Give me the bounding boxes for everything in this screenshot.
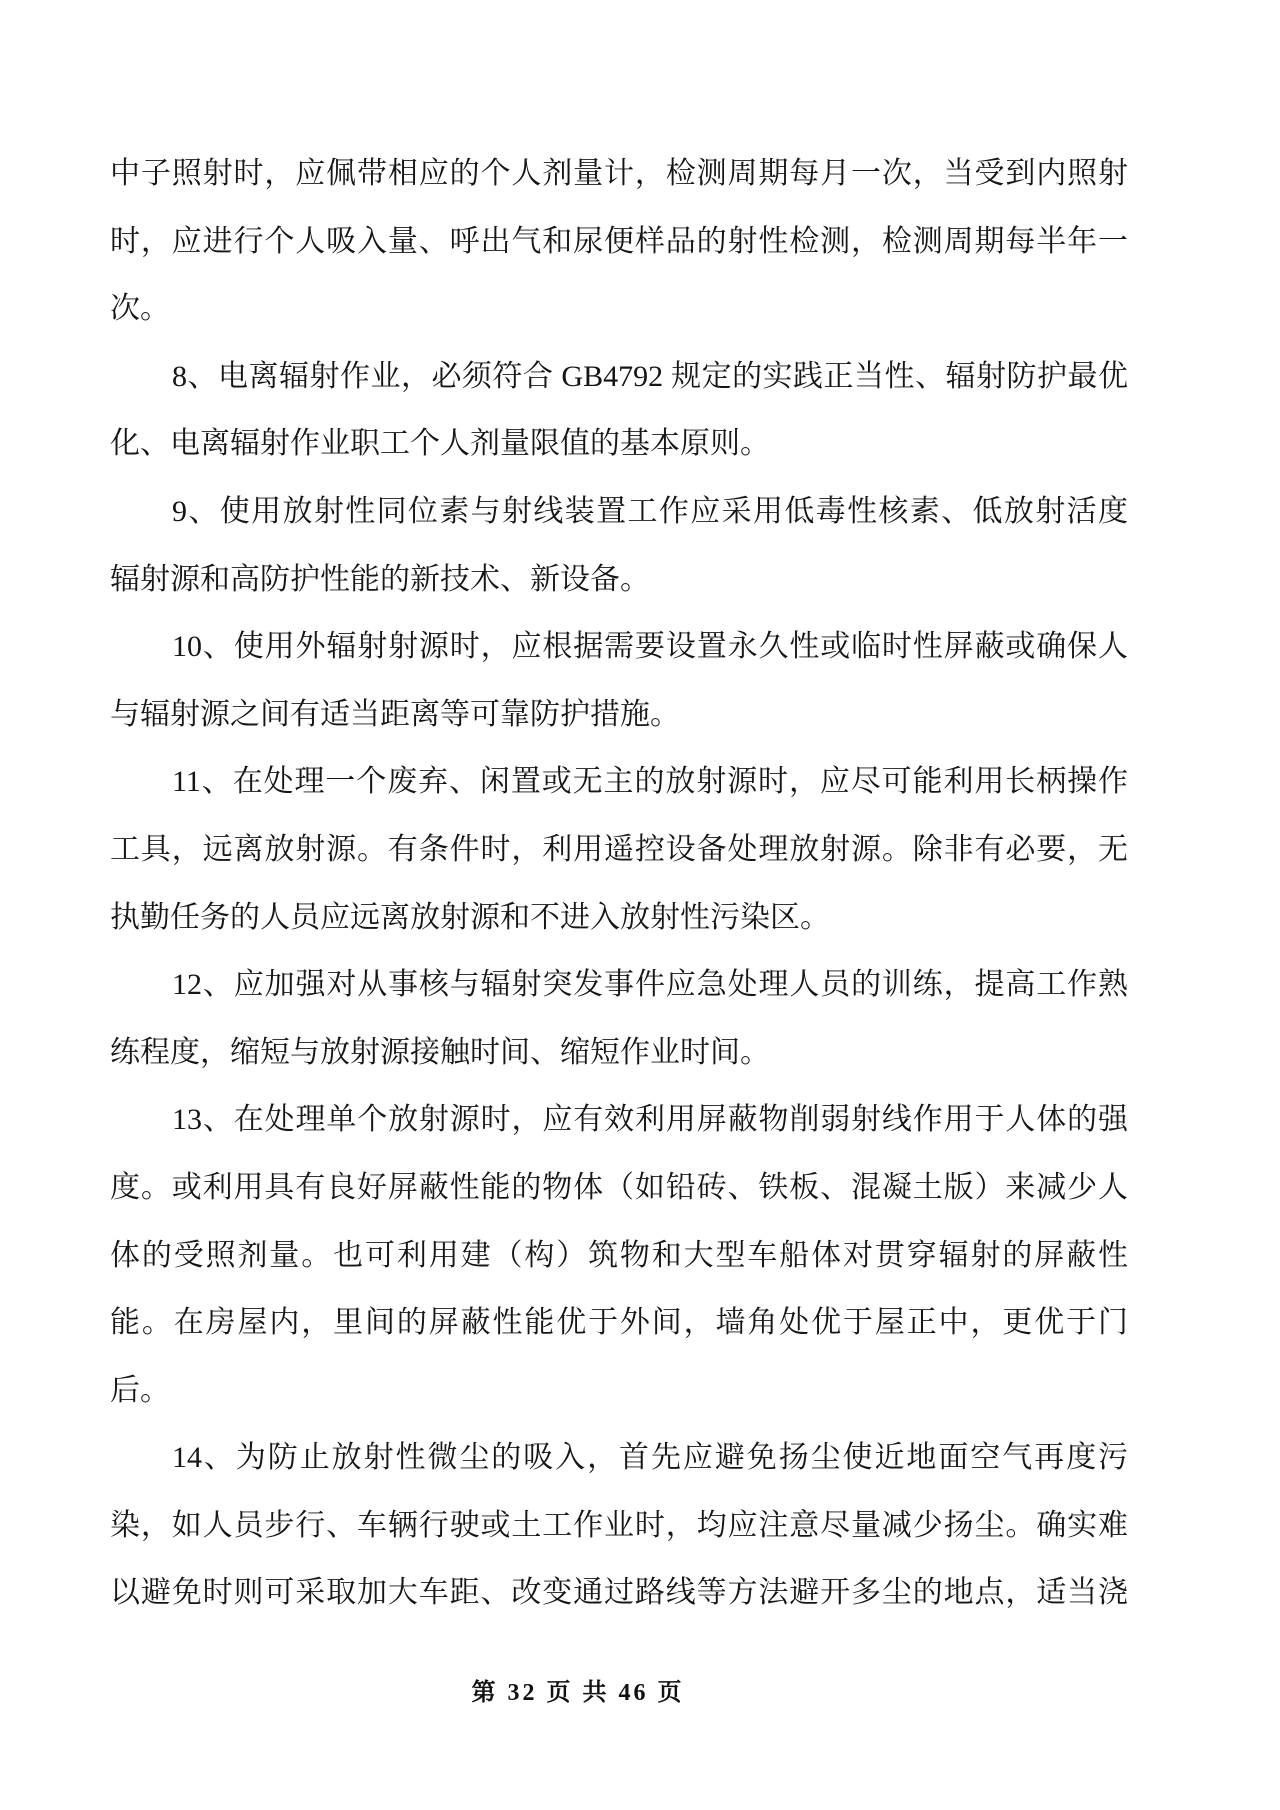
text-line: 14、为防止放射性微尘的吸入，首先应避免扬尘使近地面空气再度污 bbox=[172, 1441, 1128, 1475]
text-line: 体的受照剂量。也可利用建（构）筑物和大型车船体对贯穿辐射的屏蔽性 bbox=[110, 1238, 1128, 1272]
text-line: 工具，远离放射源。有条件时，利用遥控设备处理放射源。除非有必要，无 bbox=[110, 832, 1128, 866]
text-line: 以避免时则可采取加大车距、改变通过路线等方法避开多尘的地点，适当浇 bbox=[110, 1576, 1128, 1610]
document-body bbox=[110, 140, 1128, 1627]
text-line: 染，如人员步行、车辆行驶或土工作业时，均应注意尽量减少扬尘。确实难 bbox=[110, 1508, 1128, 1542]
text-line: 10、使用外辐射射源时，应根据需要设置永久性或临时性屏蔽或确保人 bbox=[172, 630, 1128, 664]
text-line: 度。或利用具有良好屏蔽性能的物体（如铅砖、铁板、混凝土版）来减少人 bbox=[110, 1170, 1128, 1204]
text-line: 化、电离辐射作业职工个人剂量限值的基本原则。 bbox=[110, 427, 770, 461]
text-line: 练程度，缩短与放射源接触时间、缩短作业时间。 bbox=[110, 1035, 770, 1069]
text-line: 12、应加强对从事核与辐射突发事件应急处理人员的训练，提高工作熟 bbox=[172, 968, 1128, 1002]
text-line: 后。 bbox=[110, 1373, 170, 1407]
page-number-footer: 第 32 页 共 46 页 bbox=[471, 1680, 685, 1706]
text-line: 执勤任务的人员应远离放射源和不进入放射性污染区。 bbox=[110, 900, 830, 934]
text-line: 11、在处理一个废弃、闲置或无主的放射源时，应尽可能利用长柄操作 bbox=[172, 765, 1128, 799]
text-line: 13、在处理单个放射源时，应有效利用屏蔽物削弱射线作用于人体的强 bbox=[172, 1103, 1128, 1137]
text-line: 辐射源和高防护性能的新技术、新设备。 bbox=[110, 562, 650, 596]
text-line: 与辐射源之间有适当距离等可靠防护措施。 bbox=[110, 697, 680, 731]
text-line: 8、电离辐射作业，必须符合 GB4792 规定的实践正当性、辐射防护最优 bbox=[172, 359, 1128, 393]
text-line: 次。 bbox=[110, 292, 170, 326]
text-line: 能。在房屋内，里间的屏蔽性能优于外间，墙角处优于屋正中，更优于门 bbox=[110, 1306, 1128, 1340]
text-line: 中子照射时，应佩带相应的个人剂量计，检测周期每月一次，当受到内照射 bbox=[110, 157, 1128, 190]
text-line: 时，应进行个人吸入量、呼出气和尿便样品的射性检测，检测周期每半年一 bbox=[110, 224, 1128, 258]
text-line: 9、使用放射性同位素与射线装置工作应采用低毒性核素、低放射活度 bbox=[172, 494, 1128, 528]
